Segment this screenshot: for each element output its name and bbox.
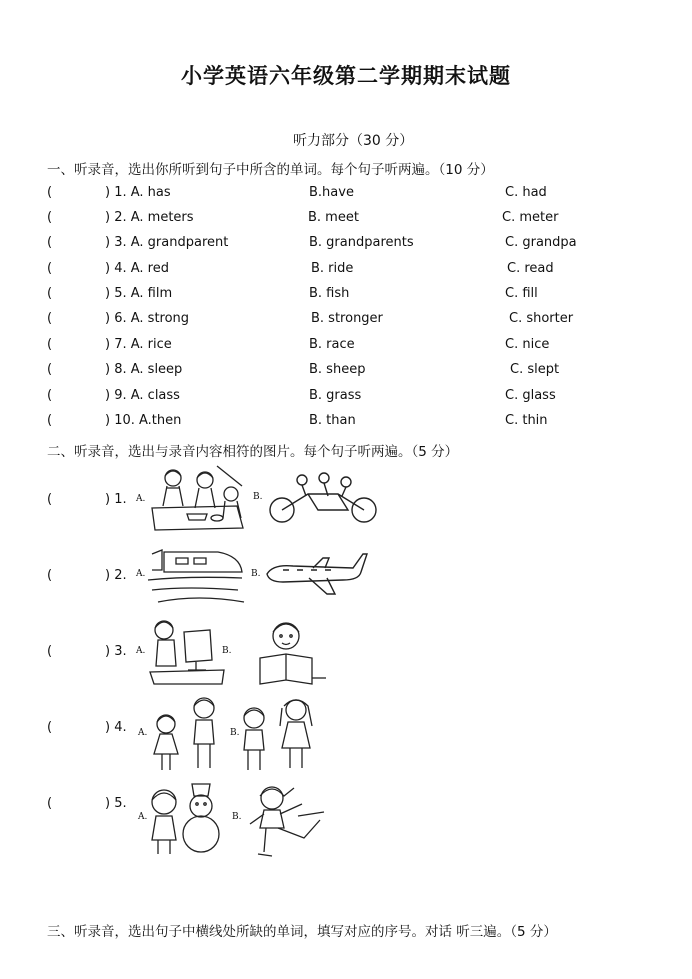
girl-and-boy-icon xyxy=(148,696,224,774)
option-b: B. race xyxy=(309,337,355,352)
option-c: C. thin xyxy=(505,413,548,428)
question-row xyxy=(47,388,647,408)
question-row xyxy=(47,235,647,255)
option-a: ) 9. A. class xyxy=(105,388,180,403)
section1-heading: 一、听录音，选出你所听到句子中所含的单词。每个句子听两遍。（10 分） xyxy=(47,162,494,178)
high-speed-train-icon xyxy=(148,546,248,608)
answer-bracket[interactable]: ( xyxy=(47,235,53,250)
option-b: B. fish xyxy=(309,286,350,301)
answer-bracket[interactable]: ( xyxy=(47,796,53,811)
option-c: C. nice xyxy=(505,337,550,352)
option-b: B.have xyxy=(309,185,354,200)
option-b: B. sheep xyxy=(309,362,366,377)
option-a: ) 4. A. red xyxy=(105,261,169,276)
option-c: C. meter xyxy=(502,210,559,225)
option-a-label: A. xyxy=(136,646,146,656)
boy-reading-book-icon xyxy=(256,618,328,688)
option-c: C. slept xyxy=(510,362,560,377)
answer-bracket[interactable]: ( xyxy=(47,388,53,403)
question-row xyxy=(47,311,647,331)
question-row xyxy=(47,337,647,357)
question-row xyxy=(47,185,647,205)
option-c: C. glass xyxy=(505,388,556,403)
option-c: C. grandpa xyxy=(505,235,577,250)
page-title: 小学英语六年级第二学期期末试题 xyxy=(181,64,511,88)
question-number: ) 3. xyxy=(105,644,127,659)
option-a: ) 8. A. sleep xyxy=(105,362,183,377)
section3-heading: 三、听录音，选出句子中横线处所缺的单词，填写对应的序号。对话 听三遍。（5 分） xyxy=(47,924,557,940)
option-a: ) 2. A. meters xyxy=(105,210,194,225)
question-row xyxy=(47,261,647,281)
option-c: C. had xyxy=(505,185,547,200)
boy-and-girl-icon xyxy=(238,696,318,774)
option-b: B. grass xyxy=(309,388,362,403)
picnic-family-icon xyxy=(147,466,247,532)
option-b-label: B. xyxy=(222,646,232,656)
option-c: C. shorter xyxy=(509,311,574,326)
option-b: B. meet xyxy=(308,210,359,225)
answer-bracket[interactable]: ( xyxy=(47,286,53,301)
option-c: C. fill xyxy=(505,286,538,301)
question-number: ) 5. xyxy=(105,796,127,811)
option-a-label: A. xyxy=(138,728,148,738)
question-row xyxy=(47,210,647,230)
option-a: ) 3. A. grandparent xyxy=(105,235,229,250)
answer-bracket[interactable]: ( xyxy=(47,362,53,377)
answer-bracket[interactable]: ( xyxy=(47,720,53,735)
option-a: ) 7. A. rice xyxy=(105,337,172,352)
option-b-label: B. xyxy=(232,812,242,822)
answer-bracket[interactable]: ( xyxy=(47,644,53,659)
answer-bracket[interactable]: ( xyxy=(47,210,53,225)
question-number: ) 1. xyxy=(105,492,127,507)
girl-with-snowman-icon xyxy=(148,780,228,856)
answer-bracket[interactable]: ( xyxy=(47,568,53,583)
answer-bracket[interactable]: ( xyxy=(47,413,53,428)
option-a: ) 6. A. strong xyxy=(105,311,190,326)
option-b: B. than xyxy=(309,413,356,428)
question-row xyxy=(47,286,647,306)
answer-bracket[interactable]: ( xyxy=(47,261,53,276)
section2-heading: 二、听录音，选出与录音内容相符的图片。每个句子听两遍。（5 分） xyxy=(47,444,459,460)
option-a: ) 1. A. has xyxy=(105,185,171,200)
question-number: ) 2. xyxy=(105,568,127,583)
option-a-label: A. xyxy=(136,494,146,504)
option-a: ) 10. A.then xyxy=(105,413,182,428)
question-row xyxy=(47,413,647,433)
girl-ice-skating-icon xyxy=(244,780,328,862)
airplane-icon xyxy=(263,550,369,596)
question-number: ) 4. xyxy=(105,720,127,735)
option-c: C. read xyxy=(507,261,554,276)
answer-bracket[interactable]: ( xyxy=(47,337,53,352)
answer-bracket[interactable]: ( xyxy=(47,185,53,200)
answer-bracket[interactable]: ( xyxy=(47,311,53,326)
listening-part-subtitle: 听力部分（30 分） xyxy=(293,133,414,149)
option-b: B. grandparents xyxy=(309,235,414,250)
option-b-label: B. xyxy=(253,492,263,502)
option-b: B. ride xyxy=(311,261,354,276)
option-a-label: A. xyxy=(138,812,148,822)
tandem-bicycle-icon xyxy=(268,472,380,524)
option-b: B. stronger xyxy=(311,311,383,326)
answer-bracket[interactable]: ( xyxy=(47,492,53,507)
option-b-label: B. xyxy=(230,728,240,738)
boy-at-computer-icon xyxy=(148,616,226,686)
option-b-label: B. xyxy=(251,569,261,579)
option-a: ) 5. A. film xyxy=(105,286,173,301)
option-a-label: A. xyxy=(136,569,146,579)
question-row xyxy=(47,362,647,382)
